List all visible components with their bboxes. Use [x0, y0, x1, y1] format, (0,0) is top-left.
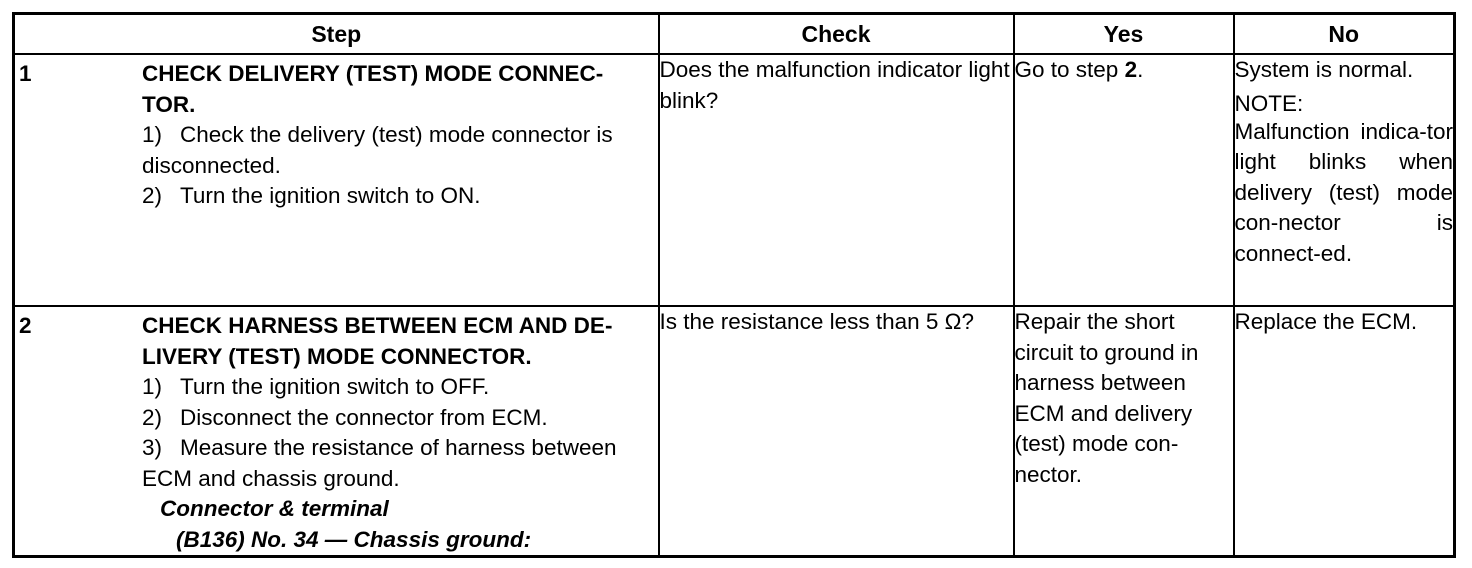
no-cell: Replace the ECM. [1234, 306, 1455, 557]
step-instruction: 1) Check the delivery (test) mode connector is disconnected. [142, 122, 613, 178]
step-number: 2 [19, 313, 32, 338]
no-result: System is normal. [1234, 57, 1414, 82]
table-row [14, 306, 1455, 557]
table-row [14, 54, 1455, 306]
connector-value: (B136) No. 34 — Chassis ground: [176, 526, 532, 552]
yes-cell: Repair the short circuit to ground in harness between ECM and delivery (test) mode con-nector. [1014, 306, 1234, 557]
connector-label: Connector & terminal [160, 496, 389, 521]
step-instruction: 3) Measure the resistance of harness between ECM and chassis ground. [142, 435, 617, 491]
step-instruction: 2) Turn the ignition switch to ON. [142, 183, 481, 208]
step-number: 1 [19, 61, 32, 86]
step-title: CHECK DELIVERY (TEST) MODE CONNEC-TOR. [142, 61, 604, 117]
step-instruction: 1) Turn the ignition switch to OFF. [142, 374, 490, 399]
step-instruction: 2) Disconnect the connector from ECM. [142, 404, 548, 430]
note-text: Malfunction indica-tor light blinks when delivery (test) mode con-nector is connect-ed. [1234, 118, 1453, 266]
check-cell: Is the resistance less than 5 Ω? [659, 306, 1014, 557]
check-cell: Does the malfunction indicator light blink? [659, 54, 1014, 306]
header-row [14, 14, 1455, 55]
step-cell [14, 306, 659, 557]
diagnostic-table [12, 12, 1456, 558]
header-no: No [1234, 14, 1455, 55]
note-label: NOTE: [1234, 90, 1304, 116]
header-step: Step [14, 14, 659, 55]
step-title: CHECK HARNESS BETWEEN ECM AND DE-LIVERY (TEST) MODE CONNECTOR. [142, 313, 613, 369]
header-check: Check [659, 14, 1014, 55]
no-cell [1234, 54, 1455, 306]
yes-cell: Go to step 2. [1014, 54, 1234, 306]
header-yes: Yes [1014, 14, 1234, 55]
step-cell [14, 54, 659, 306]
